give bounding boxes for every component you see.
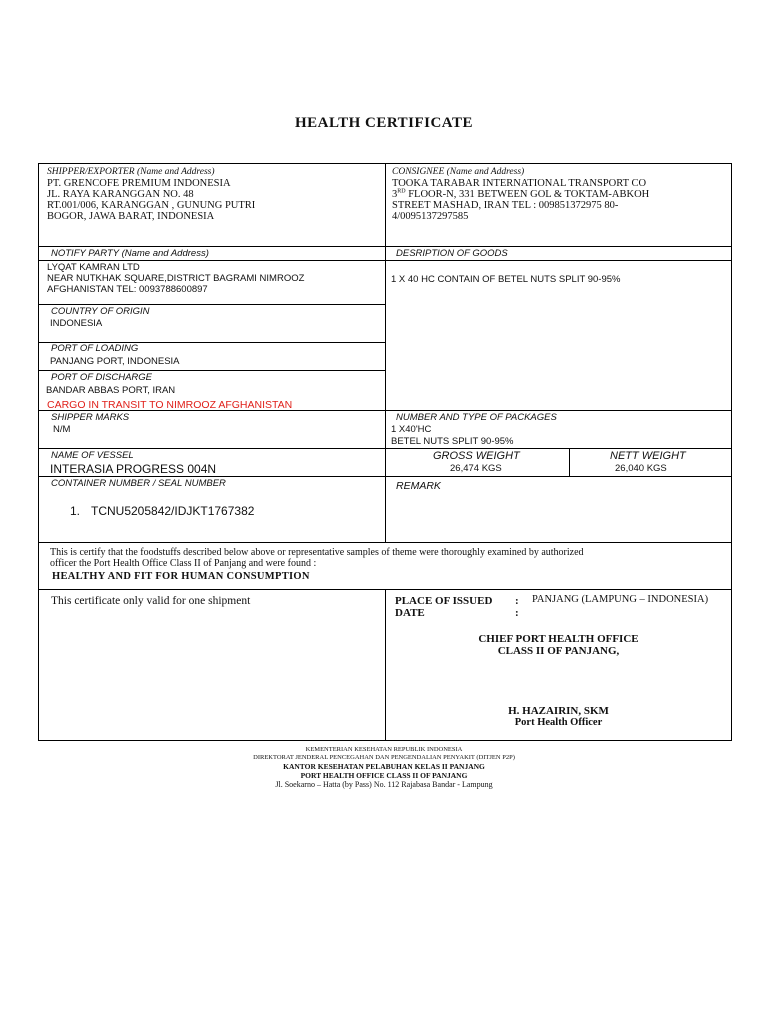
office-class: CLASS II OF PANJANG, xyxy=(497,645,620,657)
divider xyxy=(39,542,731,543)
certify-line: This is certify that the foodstuffs described below above or representative samples of theme were thoroughly examined by authorized xyxy=(50,547,584,558)
origin-label: COUNTRY OF ORIGIN xyxy=(51,306,150,317)
certify-result: HEALTHY AND FIT FOR HUMAN CONSUMPTION xyxy=(52,571,310,582)
validity-note: This certificate only valid for one shipment xyxy=(51,595,251,607)
nett-weight-value: 26,040 KGS xyxy=(615,463,667,474)
footer-directorate: DIREKTORAT JENDERAL PENCEGAHAN DAN PENGENDALIAN PENYAKIT (DITJEN P2P) xyxy=(253,754,515,761)
consignee-line: TOOKA TARABAR INTERNATIONAL TRANSPORT CO xyxy=(392,178,647,189)
divider xyxy=(385,164,386,542)
footer-address: Jl. Soekarno – Hatta (by Pass) No. 112 Rajabasa Bandar - Lampung xyxy=(275,780,493,789)
shipper-line: BOGOR, JAWA BARAT, INDONESIA xyxy=(47,211,215,222)
discharge-value: BANDAR ABBAS PORT, IRAN xyxy=(46,385,176,396)
shipper-label: SHIPPER/EXPORTER (Name and Address) xyxy=(47,167,215,177)
origin-value: INDONESIA xyxy=(50,318,103,329)
footer-office-en: PORT HEALTH OFFICE CLASS II OF PANJANG xyxy=(300,771,468,780)
certificate-title: HEALTH CERTIFICATE xyxy=(294,115,474,131)
place-of-issue-label: PLACE OF ISSUED xyxy=(395,595,493,607)
shipper-marks-value: N/M xyxy=(53,424,71,435)
date-colon: : xyxy=(515,607,519,619)
certify-line: officer the Port Health Office Class II of Panjang and were found : xyxy=(50,558,317,569)
divider xyxy=(569,448,570,476)
description-value: 1 X 40 HC CONTAIN OF BETEL NUTS SPLIT 90-95% xyxy=(391,274,621,285)
vessel-label: NAME OF VESSEL xyxy=(51,450,134,461)
packages-label: NUMBER AND TYPE OF PACKAGES xyxy=(396,412,557,423)
shipper-line: JL. RAYA KARANGGAN NO. 48 xyxy=(47,189,194,200)
shipper-line: RT.001/006, KARANGGAN , GUNUNG PUTRI xyxy=(47,200,256,211)
certificate-form xyxy=(38,163,732,741)
packages-line: BETEL NUTS SPLIT 90-95% xyxy=(391,436,514,447)
container-label: CONTAINER NUMBER / SEAL NUMBER xyxy=(51,478,226,489)
vessel-value: INTERASIA PROGRESS 004N xyxy=(50,462,217,476)
container-number: 1. xyxy=(70,504,81,518)
consignee-line: 3RD FLOOR-N, 331 BETWEEN GOL & TOKTAM-ABKOH xyxy=(392,188,650,200)
consignee-line: STREET MASHAD, IRAN TEL : 009851372975 80- xyxy=(392,200,619,211)
nett-weight-label: NETT WEIGHT xyxy=(610,450,686,462)
notify-line: AFGHANISTAN TEL: 0093788600897 xyxy=(47,284,208,295)
gross-weight-value: 26,474 KGS xyxy=(450,463,502,474)
loading-value: PANJANG PORT, INDONESIA xyxy=(50,356,180,367)
notify-label: NOTIFY PARTY (Name and Address) xyxy=(51,248,209,259)
consignee-line: 4/0095137297585 xyxy=(392,211,469,222)
transit-note: CARGO IN TRANSIT TO NIMROOZ AFGHANISTAN xyxy=(47,399,293,411)
loading-label: PORT OF LOADING xyxy=(51,343,139,354)
remark-label: REMARK xyxy=(396,480,441,492)
signatory-position: Port Health Officer xyxy=(514,717,603,728)
shipper-line: PT. GRENCOFE PREMIUM INDONESIA xyxy=(47,178,231,189)
office-title: CHIEF PORT HEALTH OFFICE xyxy=(478,633,639,645)
discharge-label: PORT OF DISCHARGE xyxy=(51,372,152,383)
place-of-issue-value: PANJANG (LAMPUNG – INDONESIA) xyxy=(532,594,709,605)
date-label: DATE xyxy=(395,607,425,619)
packages-line: 1 X40'HC xyxy=(391,424,432,435)
gross-weight-label: GROSS WEIGHT xyxy=(433,450,520,462)
divider xyxy=(39,304,385,305)
description-label: DESRIPTION OF GOODS xyxy=(396,248,508,259)
divider xyxy=(39,370,385,371)
notify-line: LYQAT KAMRAN LTD xyxy=(47,262,140,273)
container-value: TCNU5205842/IDJKT1767382 xyxy=(91,504,255,518)
signatory-name: H. HAZAIRIN, SKM xyxy=(508,705,609,717)
footer-office-id: KANTOR KESEHATAN PELABUHAN KELAS II PANJANG xyxy=(283,762,485,771)
footer-ministry: KEMENTERIAN KESEHATAN REPUBLIK INDONESIA xyxy=(305,746,463,753)
consignee-label: CONSIGNEE (Name and Address) xyxy=(392,167,525,177)
place-of-issue-colon: : xyxy=(515,595,519,607)
notify-line: NEAR NUTKHAK SQUARE,DISTRICT BAGRAMI NIMROOZ xyxy=(47,273,305,284)
shipper-marks-label: SHIPPER MARKS xyxy=(51,412,130,423)
